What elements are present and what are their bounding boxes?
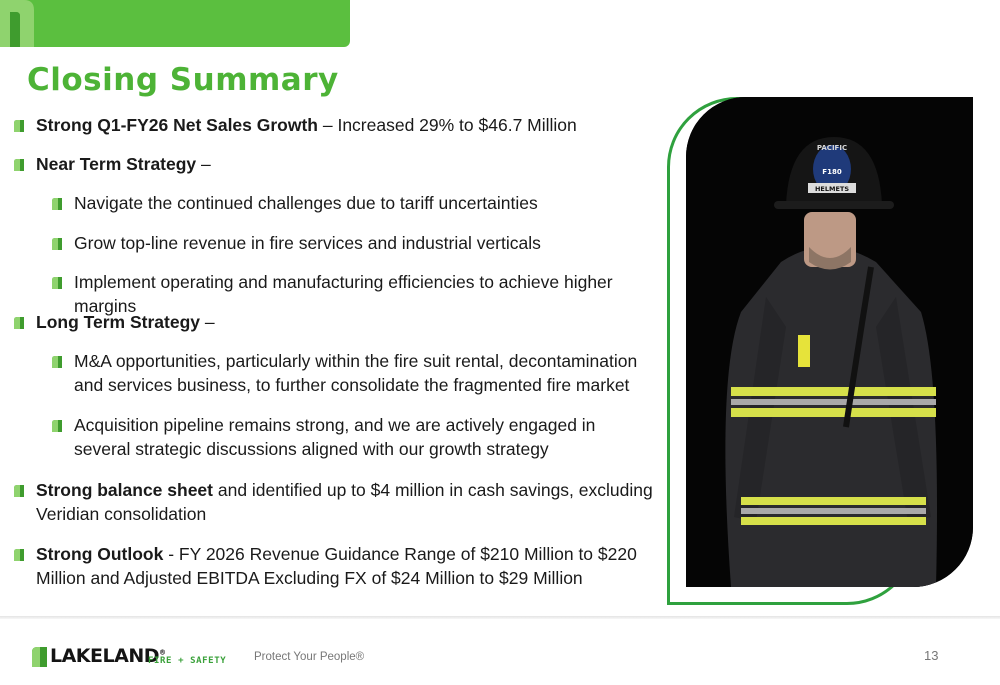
logo-subtitle: FIRE + SAFETY: [148, 656, 227, 666]
bullet-text: and identified up to $4 million in cash savings, excluding Veridian consolidation: [36, 480, 653, 524]
logo-brand: LAKELAND: [50, 645, 159, 667]
bullet-bold: Near Term Strategy: [36, 154, 197, 174]
firefighter-illustration: [686, 97, 973, 587]
bullet-leaf-icon: [52, 356, 62, 368]
sub-bullet-item: [14, 349, 654, 397]
bullet-text: - FY 2026 Revenue Guidance Range of $210 Million to $220 Million and Adjusted EBITDA Excluding FX of $24 Million to $29 Million: [36, 544, 637, 588]
bullet-text: – Increased 29% to $46.7 Million: [318, 115, 577, 135]
bullet-leaf-icon: [52, 277, 62, 289]
sub-bullet-item: [14, 231, 654, 255]
bullet-leaf-icon: [52, 420, 62, 432]
bullet-leaf-icon: [14, 120, 24, 132]
bullet-text: Acquisition pipeline remains strong, and we are actively engaged in several strategic discussions aligned with our growth strategy: [74, 415, 596, 459]
bullet-item: [14, 542, 656, 590]
bullet-text: –: [196, 154, 211, 174]
corner-leaf-icon: [0, 0, 36, 47]
bullet-text: Navigate the continued challenges due to tariff uncertainties: [74, 193, 538, 213]
bullet-text: Implement operating and manufacturing efficiencies to achieve higher margins: [74, 272, 613, 316]
page-number: 13: [924, 648, 939, 663]
sub-bullet-item: [14, 191, 654, 215]
bullet-item: [14, 152, 656, 176]
logo-leaf-icon: [32, 647, 47, 667]
helmet-band-text: HELMETS: [814, 185, 850, 193]
bullet-leaf-icon: [14, 485, 24, 497]
bullet-bold: Strong Outlook: [36, 544, 164, 564]
slide-title: Closing Summary: [27, 62, 339, 98]
bullet-bold: Strong balance sheet: [36, 480, 213, 500]
bullet-leaf-icon: [14, 317, 24, 329]
bullet-bold: Strong Q1-FY26 Net Sales Growth: [36, 115, 318, 135]
footer-divider: [0, 616, 1000, 619]
bullet-leaf-icon: [14, 159, 24, 171]
bullet-bold: Long Term Strategy: [36, 312, 201, 332]
firefighter-photo: [686, 97, 973, 587]
bullet-text: Grow top-line revenue in fire services and industrial verticals: [74, 233, 541, 253]
footer-tagline: Protect Your People®: [254, 651, 365, 663]
bullet-item: [14, 310, 656, 334]
logo-registered-mark: ®: [159, 648, 166, 657]
bullet-leaf-icon: [52, 198, 62, 210]
bullet-leaf-icon: [14, 549, 24, 561]
bullet-leaf-icon: [52, 238, 62, 250]
header-band: [0, 0, 350, 47]
helmet-front-text: PACIFIC: [816, 144, 848, 152]
sub-bullet-item: [14, 413, 654, 461]
bullet-item: [14, 478, 656, 526]
bullet-text: M&A opportunities, particularly within the fire suit rental, decontamination and services business, to further consolidate the fragmented fire market: [74, 351, 638, 395]
bullet-text: –: [200, 312, 215, 332]
helmet-shield-text: F180: [822, 168, 842, 176]
bullet-item: [14, 113, 656, 137]
